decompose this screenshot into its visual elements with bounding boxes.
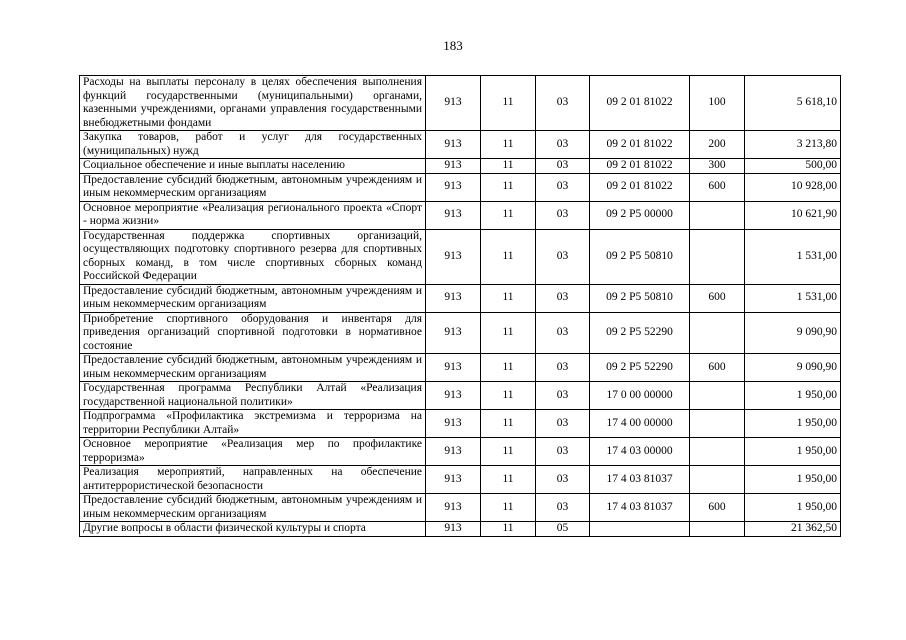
row-section-code: 11 xyxy=(481,312,536,354)
row-target-article: 09 2 01 81022 xyxy=(590,131,690,159)
table-row xyxy=(80,229,841,284)
row-target-article: 09 2 P5 52290 xyxy=(590,312,690,354)
table-row xyxy=(80,173,841,201)
row-expense-type xyxy=(690,522,745,537)
row-subsection-code: 03 xyxy=(536,382,590,410)
row-subsection-code: 03 xyxy=(536,312,590,354)
table-row xyxy=(80,354,841,382)
row-subsection-code: 03 xyxy=(536,354,590,382)
row-target-article: 17 4 03 81037 xyxy=(590,494,690,522)
row-subsection-code: 03 xyxy=(536,284,590,312)
table-row xyxy=(80,466,841,494)
row-expense-type: 600 xyxy=(690,173,745,201)
row-section-code: 11 xyxy=(481,522,536,537)
row-target-article: 17 0 00 00000 xyxy=(590,382,690,410)
row-subsection-code: 03 xyxy=(536,410,590,438)
row-section-code: 11 xyxy=(481,466,536,494)
row-target-article: 17 4 03 81037 xyxy=(590,466,690,494)
row-ministry-code: 913 xyxy=(426,284,481,312)
row-target-article: 09 2 P5 52290 xyxy=(590,354,690,382)
budget-table xyxy=(79,75,841,537)
row-amount: 10 928,00 xyxy=(745,173,841,201)
row-section-code: 11 xyxy=(481,131,536,159)
row-expense-type xyxy=(690,466,745,494)
row-amount: 1 531,00 xyxy=(745,229,841,284)
row-section-code: 11 xyxy=(481,284,536,312)
row-description: Предоставление субсидий бюджетным, автономным учреждениям и иным некоммерческим организациям xyxy=(80,354,426,382)
row-subsection-code: 03 xyxy=(536,201,590,229)
row-description: Предоставление субсидий бюджетным, автономным учреждениям и иным некоммерческим организациям xyxy=(80,173,426,201)
table-row xyxy=(80,201,841,229)
row-subsection-code: 05 xyxy=(536,522,590,537)
row-expense-type xyxy=(690,312,745,354)
row-expense-type: 200 xyxy=(690,131,745,159)
row-subsection-code: 03 xyxy=(536,131,590,159)
row-target-article: 17 4 03 00000 xyxy=(590,438,690,466)
row-ministry-code: 913 xyxy=(426,201,481,229)
row-amount: 9 090,90 xyxy=(745,312,841,354)
table-row xyxy=(80,438,841,466)
row-description: Предоставление субсидий бюджетным, автономным учреждениям и иным некоммерческим организациям xyxy=(80,284,426,312)
row-expense-type: 600 xyxy=(690,284,745,312)
table-row xyxy=(80,410,841,438)
row-subsection-code: 03 xyxy=(536,438,590,466)
row-ministry-code: 913 xyxy=(426,494,481,522)
row-expense-type: 600 xyxy=(690,494,745,522)
row-ministry-code: 913 xyxy=(426,466,481,494)
row-subsection-code: 03 xyxy=(536,494,590,522)
row-section-code: 11 xyxy=(481,159,536,174)
row-expense-type: 300 xyxy=(690,159,745,174)
row-expense-type: 600 xyxy=(690,354,745,382)
row-target-article: 09 2 01 81022 xyxy=(590,76,690,131)
row-ministry-code: 913 xyxy=(426,131,481,159)
row-amount: 5 618,10 xyxy=(745,76,841,131)
row-expense-type xyxy=(690,229,745,284)
row-ministry-code: 913 xyxy=(426,522,481,537)
row-description: Предоставление субсидий бюджетным, автономным учреждениям и иным некоммерческим организациям xyxy=(80,494,426,522)
row-section-code: 11 xyxy=(481,382,536,410)
table-row xyxy=(80,131,841,159)
row-description: Реализация мероприятий, направленных на обеспечение антитеррористической безопасности xyxy=(80,466,426,494)
row-section-code: 11 xyxy=(481,410,536,438)
row-subsection-code: 03 xyxy=(536,159,590,174)
row-subsection-code: 03 xyxy=(536,76,590,131)
row-amount: 1 950,00 xyxy=(745,410,841,438)
budget-table-body xyxy=(80,76,841,537)
row-subsection-code: 03 xyxy=(536,173,590,201)
row-expense-type xyxy=(690,201,745,229)
row-target-article xyxy=(590,522,690,537)
table-row xyxy=(80,159,841,174)
row-description: Основное мероприятие «Реализация мер по профилактике терроризма» xyxy=(80,438,426,466)
row-target-article: 09 2 01 81022 xyxy=(590,159,690,174)
page-number: 183 xyxy=(443,38,463,53)
row-subsection-code: 03 xyxy=(536,229,590,284)
row-description: Основное мероприятие «Реализация регионального проекта «Спорт - норма жизни» xyxy=(80,201,426,229)
row-description: Закупка товаров, работ и услуг для государственных (муниципальных) нужд xyxy=(80,131,426,159)
row-section-code: 11 xyxy=(481,494,536,522)
row-target-article: 09 2 P5 50810 xyxy=(590,229,690,284)
row-target-article: 09 2 P5 50810 xyxy=(590,284,690,312)
row-amount: 10 621,90 xyxy=(745,201,841,229)
row-expense-type: 100 xyxy=(690,76,745,131)
row-amount: 9 090,90 xyxy=(745,354,841,382)
row-target-article: 09 2 P5 00000 xyxy=(590,201,690,229)
row-amount: 3 213,80 xyxy=(745,131,841,159)
row-section-code: 11 xyxy=(481,201,536,229)
row-amount: 1 950,00 xyxy=(745,382,841,410)
row-section-code: 11 xyxy=(481,229,536,284)
row-amount: 1 531,00 xyxy=(745,284,841,312)
row-ministry-code: 913 xyxy=(426,382,481,410)
table-row xyxy=(80,494,841,522)
row-section-code: 11 xyxy=(481,438,536,466)
row-description: Другие вопросы в области физической культуры и спорта xyxy=(80,522,426,537)
row-expense-type xyxy=(690,382,745,410)
row-description: Государственная поддержка спортивных организаций, осуществляющих подготовку спортивного резерва для спортивных сборных команд, в том числе спортивных сборных команд Российской Федерации xyxy=(80,229,426,284)
row-amount: 21 362,50 xyxy=(745,522,841,537)
row-amount: 1 950,00 xyxy=(745,438,841,466)
row-ministry-code: 913 xyxy=(426,354,481,382)
row-ministry-code: 913 xyxy=(426,438,481,466)
row-ministry-code: 913 xyxy=(426,159,481,174)
table-row xyxy=(80,522,841,537)
table-row xyxy=(80,382,841,410)
row-description: Приобретение спортивного оборудования и инвентаря для приведения организаций спортивной подготовки в нормативное состояние xyxy=(80,312,426,354)
row-amount: 500,00 xyxy=(745,159,841,174)
table-row xyxy=(80,284,841,312)
row-ministry-code: 913 xyxy=(426,173,481,201)
row-ministry-code: 913 xyxy=(426,76,481,131)
row-ministry-code: 913 xyxy=(426,312,481,354)
row-section-code: 11 xyxy=(481,354,536,382)
table-row xyxy=(80,312,841,354)
row-target-article: 09 2 01 81022 xyxy=(590,173,690,201)
row-section-code: 11 xyxy=(481,173,536,201)
row-expense-type xyxy=(690,410,745,438)
row-amount: 1 950,00 xyxy=(745,466,841,494)
row-target-article: 17 4 00 00000 xyxy=(590,410,690,438)
row-ministry-code: 913 xyxy=(426,229,481,284)
row-description: Подпрограмма «Профилактика экстремизма и терроризма на территории Республики Алтай» xyxy=(80,410,426,438)
row-amount: 1 950,00 xyxy=(745,494,841,522)
row-subsection-code: 03 xyxy=(536,466,590,494)
row-section-code: 11 xyxy=(481,76,536,131)
row-description: Социальное обеспечение и иные выплаты населению xyxy=(80,159,426,174)
row-description: Государственная программа Республики Алтай «Реализация государственной национальной политики» xyxy=(80,382,426,410)
row-ministry-code: 913 xyxy=(426,410,481,438)
table-row xyxy=(80,76,841,131)
row-expense-type xyxy=(690,438,745,466)
row-description: Расходы на выплаты персоналу в целях обеспечения выполнения функций государственными (муниципальными) органами, казенными учреждениями, органами управления государственными внебюджетными фондами xyxy=(80,76,426,131)
